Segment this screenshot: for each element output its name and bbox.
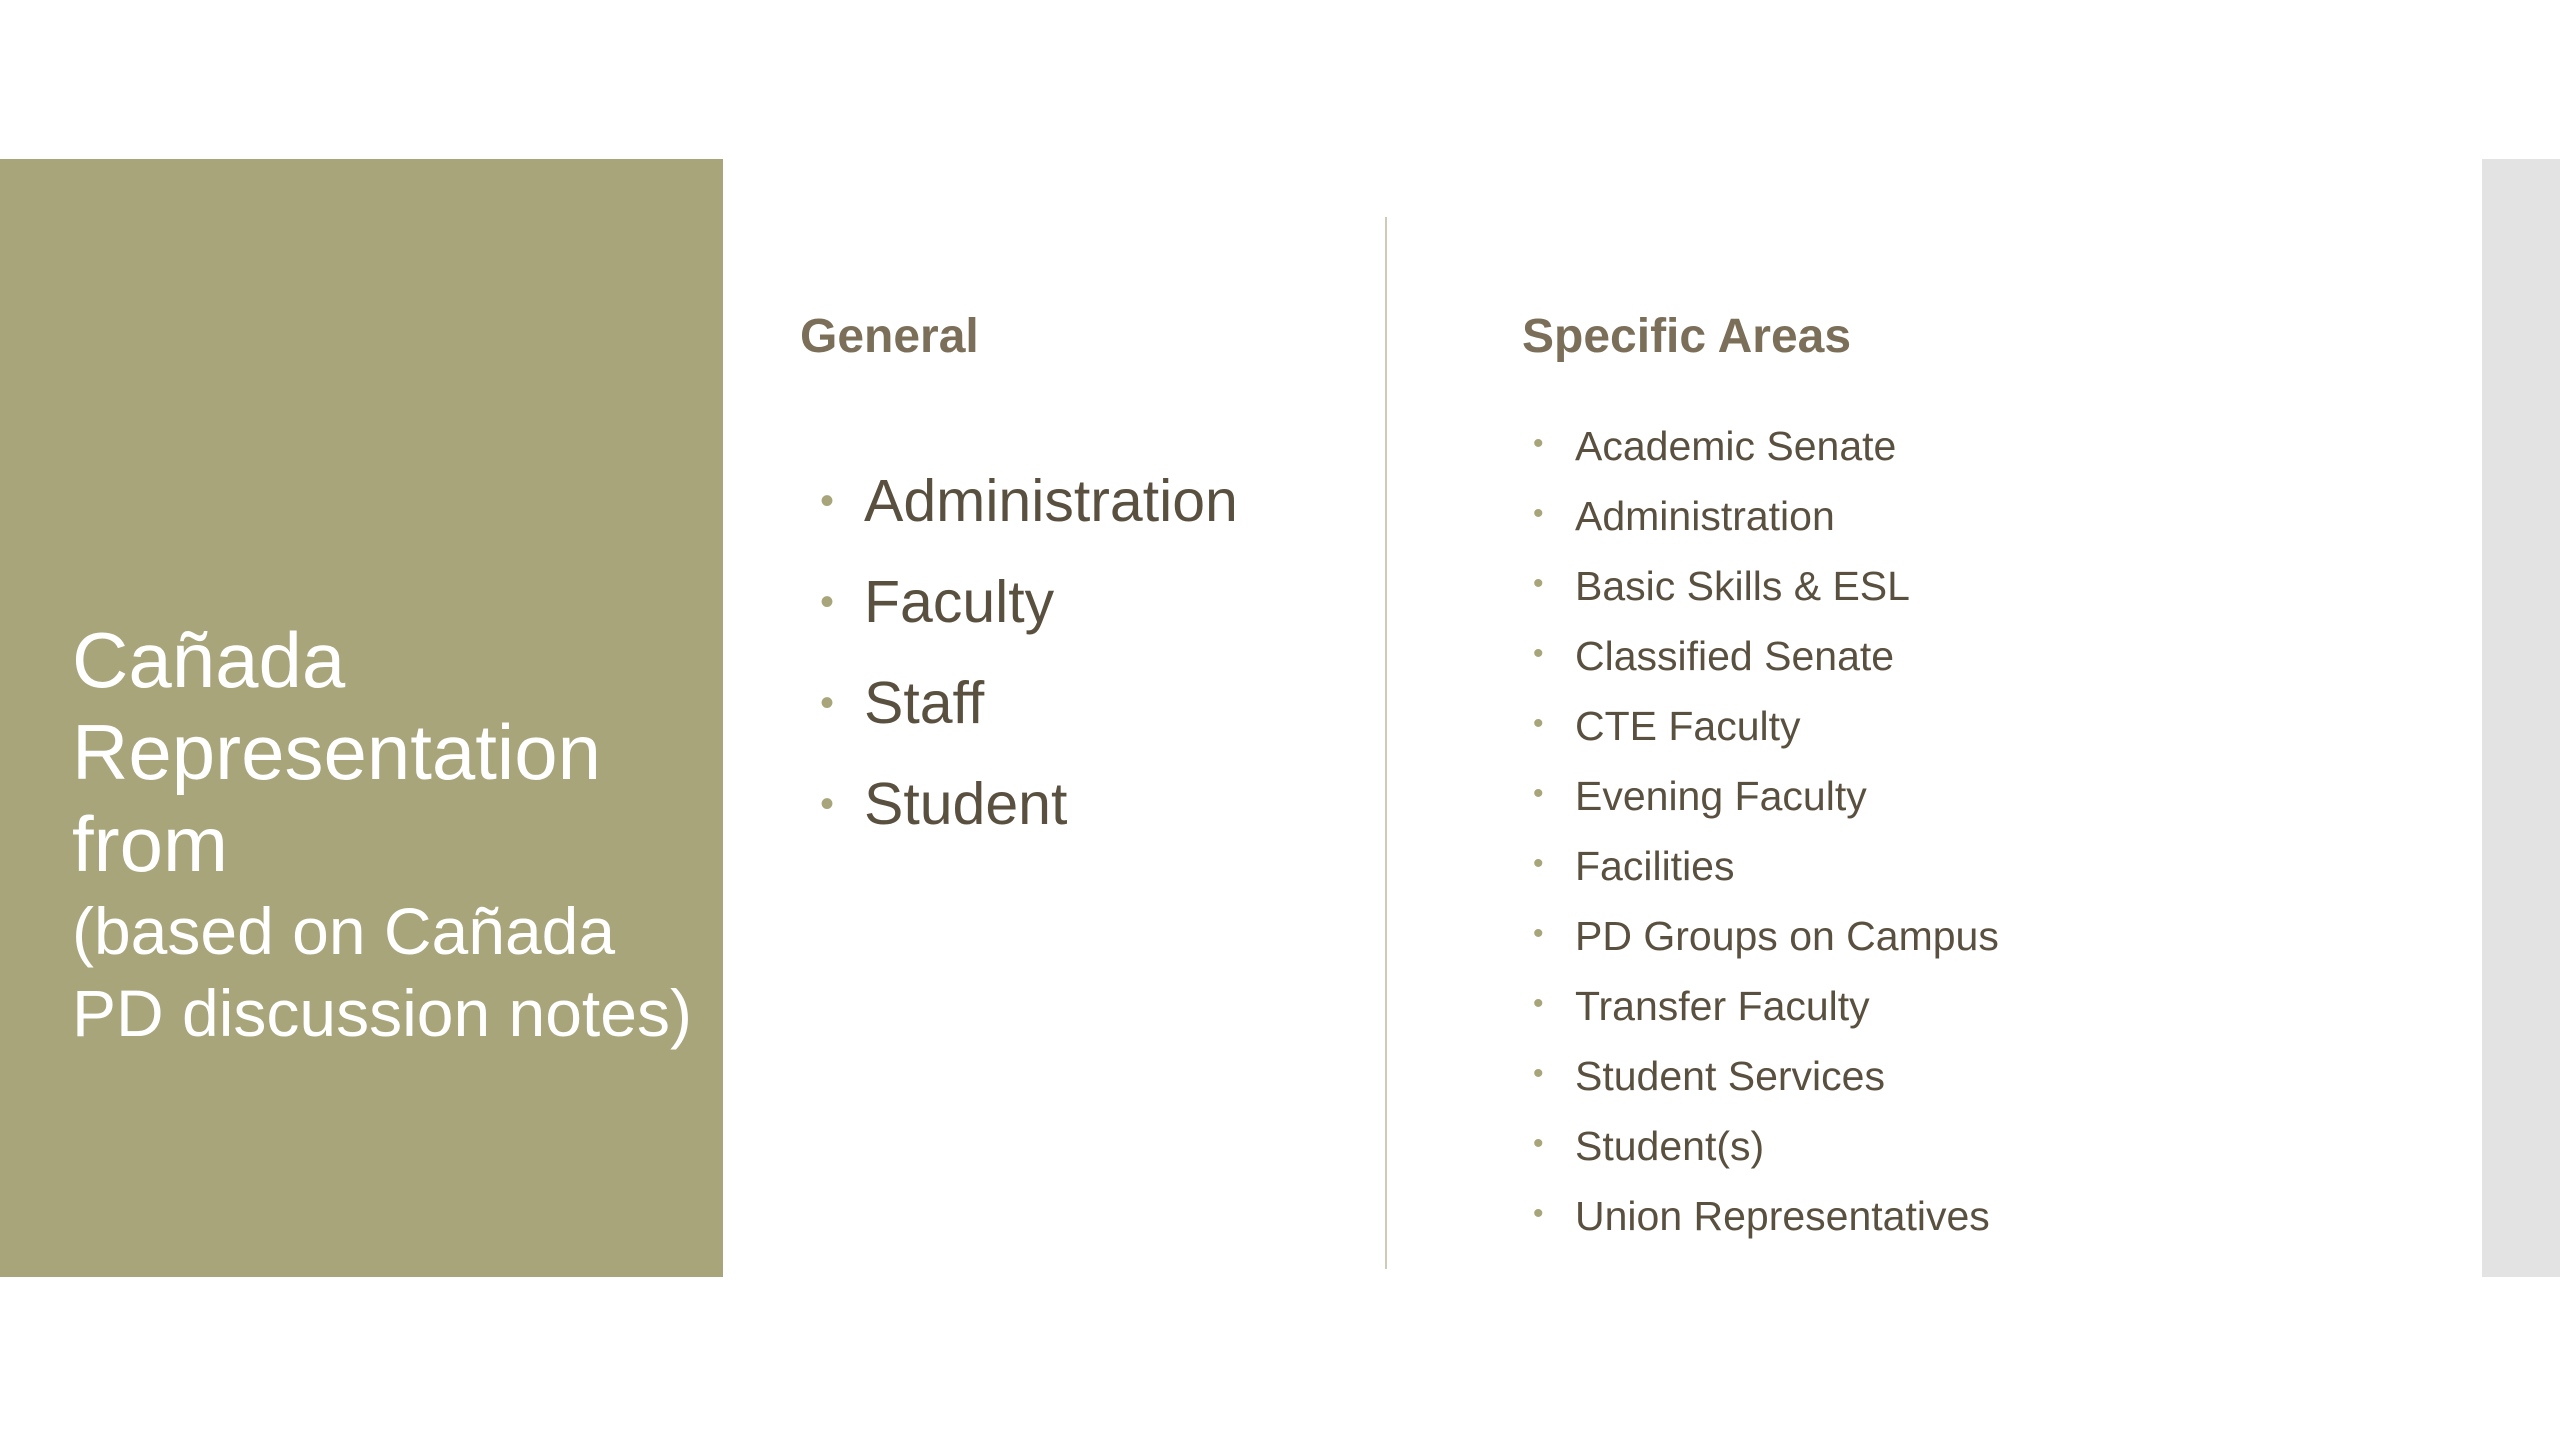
list-item-label: Administration	[1575, 493, 1835, 539]
list-item	[1533, 908, 1999, 978]
specific-list	[1533, 418, 1999, 1258]
list-item	[1533, 488, 1999, 558]
bullet-icon: •	[1533, 707, 1544, 740]
list-item-label: Classified Senate	[1575, 633, 1895, 679]
specific-heading: Specific Areas	[1522, 310, 1852, 363]
title-panel	[0, 159, 723, 1277]
bullet-icon: •	[1533, 1127, 1544, 1160]
list-item-label: PD Groups on Campus	[1575, 913, 1999, 959]
list-item	[1533, 1118, 1999, 1188]
bullet-icon: •	[1533, 567, 1544, 600]
list-item	[1533, 1048, 1999, 1118]
list-item	[1533, 768, 1999, 838]
list-item	[1533, 418, 1999, 488]
list-item-label: Student	[864, 771, 1068, 837]
list-item	[820, 465, 1238, 566]
slide-title-sub: (based on Cañada PD discussion notes)	[72, 894, 692, 1050]
slide-title	[72, 614, 712, 1054]
slide-title-main: Cañada Representation from	[72, 616, 602, 888]
general-list	[820, 465, 1238, 869]
list-item-label: Staff	[864, 670, 985, 736]
list-item	[1533, 1188, 1999, 1258]
column-divider	[1385, 217, 1387, 1269]
bullet-icon: •	[1533, 1057, 1544, 1090]
list-item	[820, 566, 1238, 667]
list-item-label: Union Representatives	[1575, 1193, 1990, 1239]
bullet-icon: •	[1533, 777, 1544, 810]
list-item	[820, 667, 1238, 768]
bullet-icon: •	[1533, 987, 1544, 1020]
list-item	[1533, 978, 1999, 1048]
list-item	[1533, 628, 1999, 698]
bullet-icon: •	[1533, 637, 1544, 670]
list-item-label: Administration	[864, 468, 1238, 534]
bullet-icon: •	[1533, 497, 1544, 530]
list-item-label: Transfer Faculty	[1575, 983, 1870, 1029]
list-item	[820, 768, 1238, 869]
list-item	[1533, 838, 1999, 908]
bullet-icon: •	[1533, 917, 1544, 950]
list-item-label: Faculty	[864, 569, 1055, 635]
list-item-label: Student Services	[1575, 1053, 1885, 1099]
bullet-icon: •	[820, 580, 835, 624]
general-heading: General	[800, 310, 979, 363]
bullet-icon: •	[1533, 427, 1544, 460]
right-edge-strip	[2482, 159, 2560, 1277]
bullet-icon: •	[820, 479, 835, 523]
list-item	[1533, 698, 1999, 768]
list-item-label: Evening Faculty	[1575, 773, 1867, 819]
list-item-label: Facilities	[1575, 843, 1735, 889]
bullet-icon: •	[1533, 1197, 1544, 1230]
bullet-icon: •	[820, 782, 835, 826]
list-item-label: Academic Senate	[1575, 423, 1897, 469]
list-item-label: CTE Faculty	[1575, 703, 1801, 749]
bullet-icon: •	[820, 681, 835, 725]
list-item-label: Basic Skills & ESL	[1575, 563, 1910, 609]
list-item-label: Student(s)	[1575, 1123, 1765, 1169]
bullet-icon: •	[1533, 847, 1544, 880]
list-item	[1533, 558, 1999, 628]
